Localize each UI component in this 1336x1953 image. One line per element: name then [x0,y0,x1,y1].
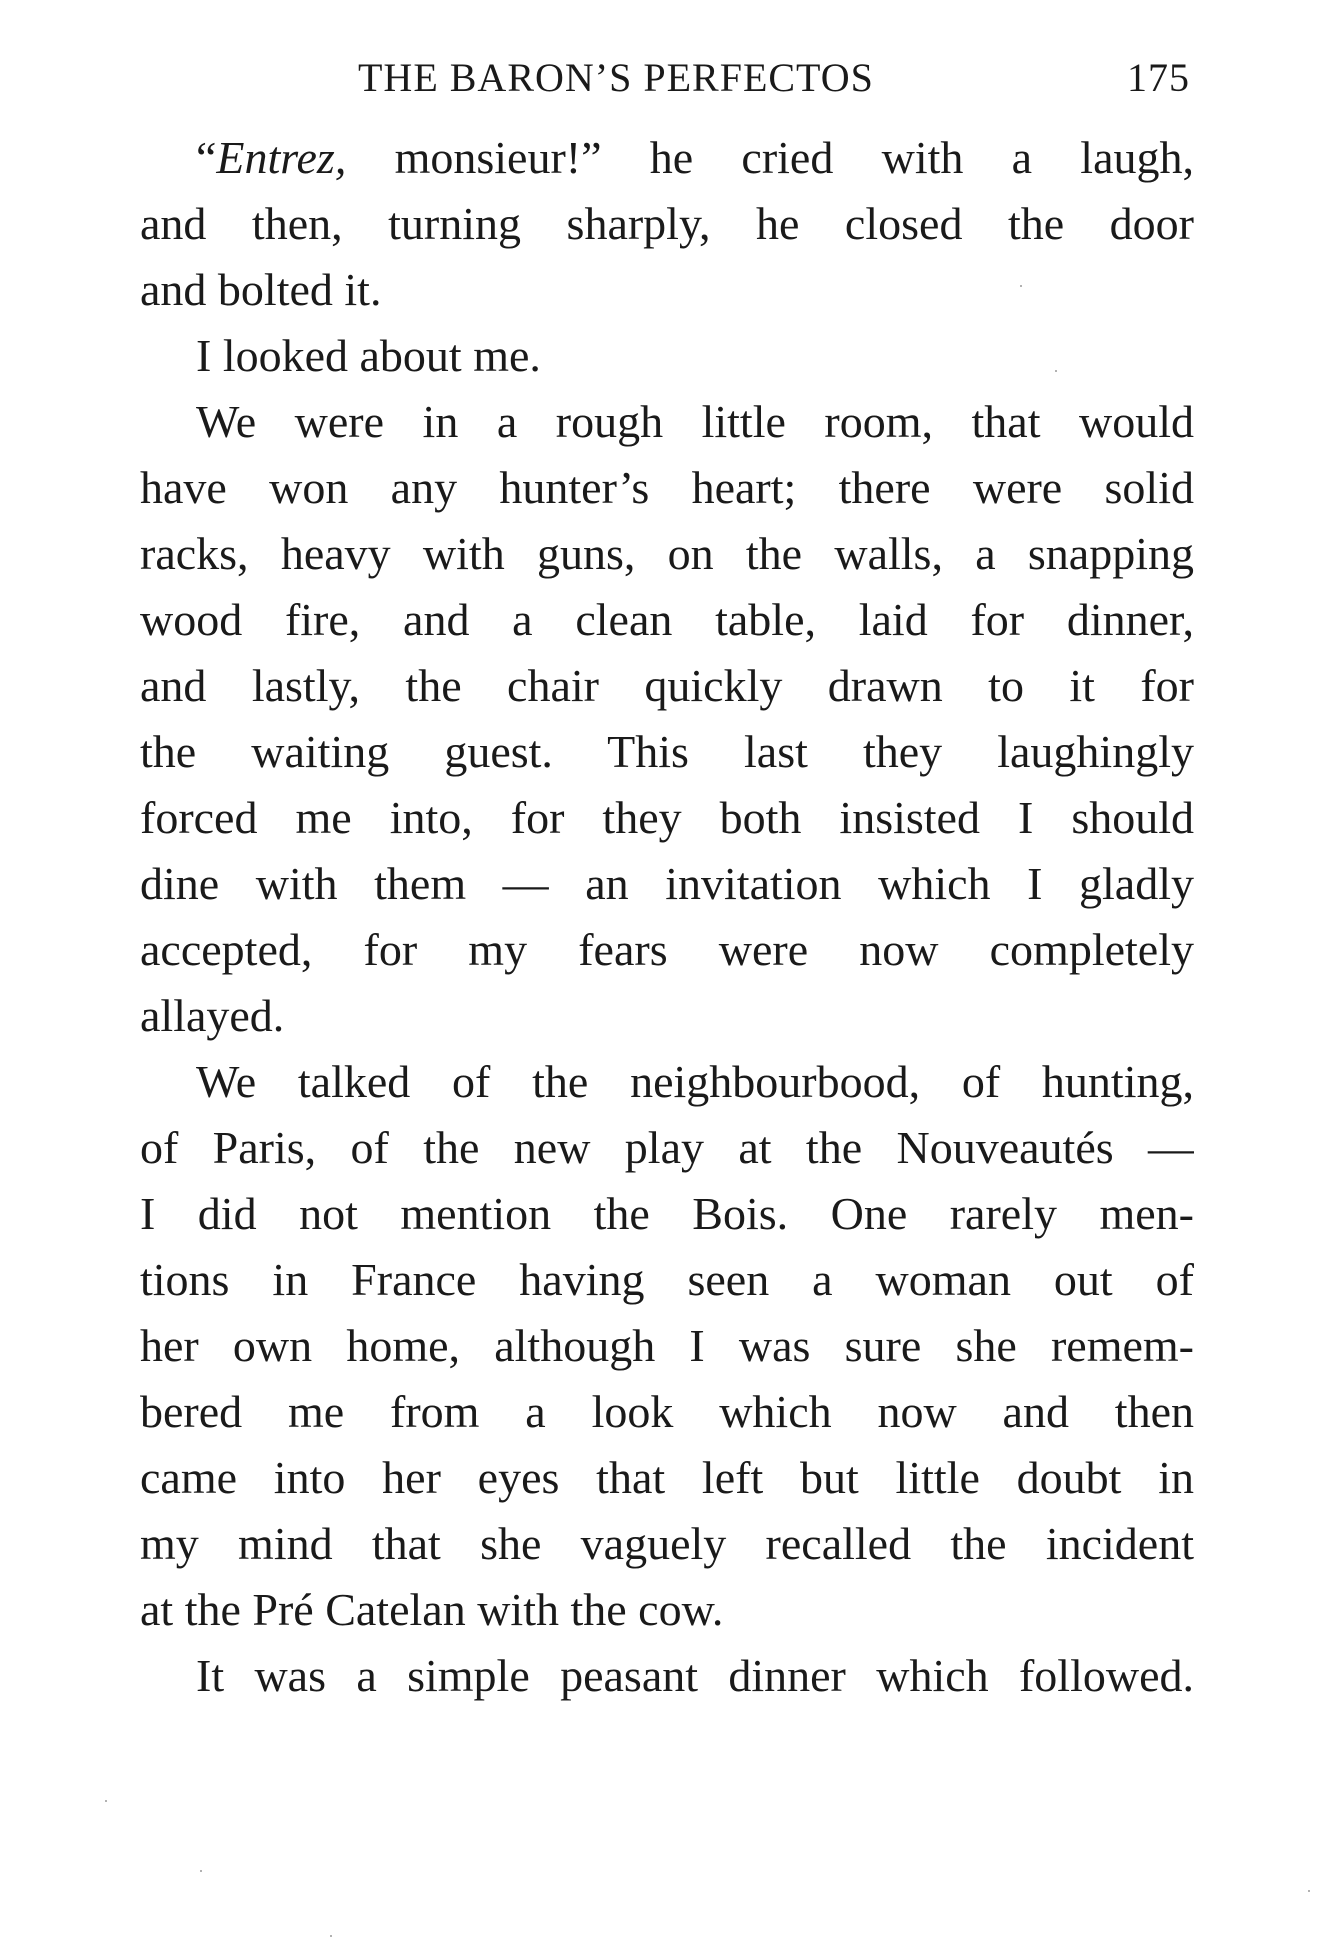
text-line: allayed. [140,990,285,1041]
text-line: dine with them — an invitation which I gladly [140,858,1194,909]
text-line: my mind that she vaguely recalled the incident [140,1518,1194,1569]
text-line: bered me from a look which now and then [140,1386,1194,1437]
paper-speck [105,1800,107,1802]
paper-speck [1020,285,1022,287]
running-head [140,54,1190,114]
running-title: THE BARON’S PERFECTOS [358,55,874,100]
text-line: of Paris, of the new play at the Nouveautés — [140,1122,1194,1173]
text-line: We were in a rough little room, that would [196,396,1194,447]
text-line: accepted, for my fears were now completely [140,924,1194,975]
text-line: “Entrez, monsieur!” he cried with a laugh, [196,132,1194,183]
text-line: wood fire, and a clean table, laid for dinner, [140,594,1194,645]
text-line: and lastly, the chair quickly drawn to it for [140,660,1194,711]
text-line: I looked about me. [196,330,541,381]
paper-speck [200,1870,202,1872]
text-line: and bolted it. [140,264,382,315]
text-line: at the Pré Catelan with the cow. [140,1584,724,1635]
paper-speck [1055,370,1057,372]
text-line: came into her eyes that left but little doubt in [140,1452,1194,1503]
text-line: forced me into, for they both insisted I should [140,792,1194,843]
text-line: have won any hunter’s heart; there were solid [140,462,1194,513]
text-line: We talked of the neighbourbood, of hunting, [196,1056,1194,1107]
body-text [140,125,1194,1709]
page-number: 175 [1127,55,1190,100]
text-line: tions in France having seen a woman out of [140,1254,1194,1305]
paper-speck [330,1935,332,1937]
text-line: racks, heavy with guns, on the walls, a snapping [140,528,1194,579]
paper-speck [1308,1890,1310,1892]
text-line: I did not mention the Bois. One rarely men- [140,1188,1194,1239]
text-line: the waiting guest. This last they laughingly [140,726,1194,777]
italic-word: Entrez, [216,132,347,183]
text-line: It was a simple peasant dinner which followed. [196,1650,1194,1701]
text-line: her own home, although I was sure she remem- [140,1320,1194,1371]
text-line: and then, turning sharply, he closed the door [140,198,1194,249]
